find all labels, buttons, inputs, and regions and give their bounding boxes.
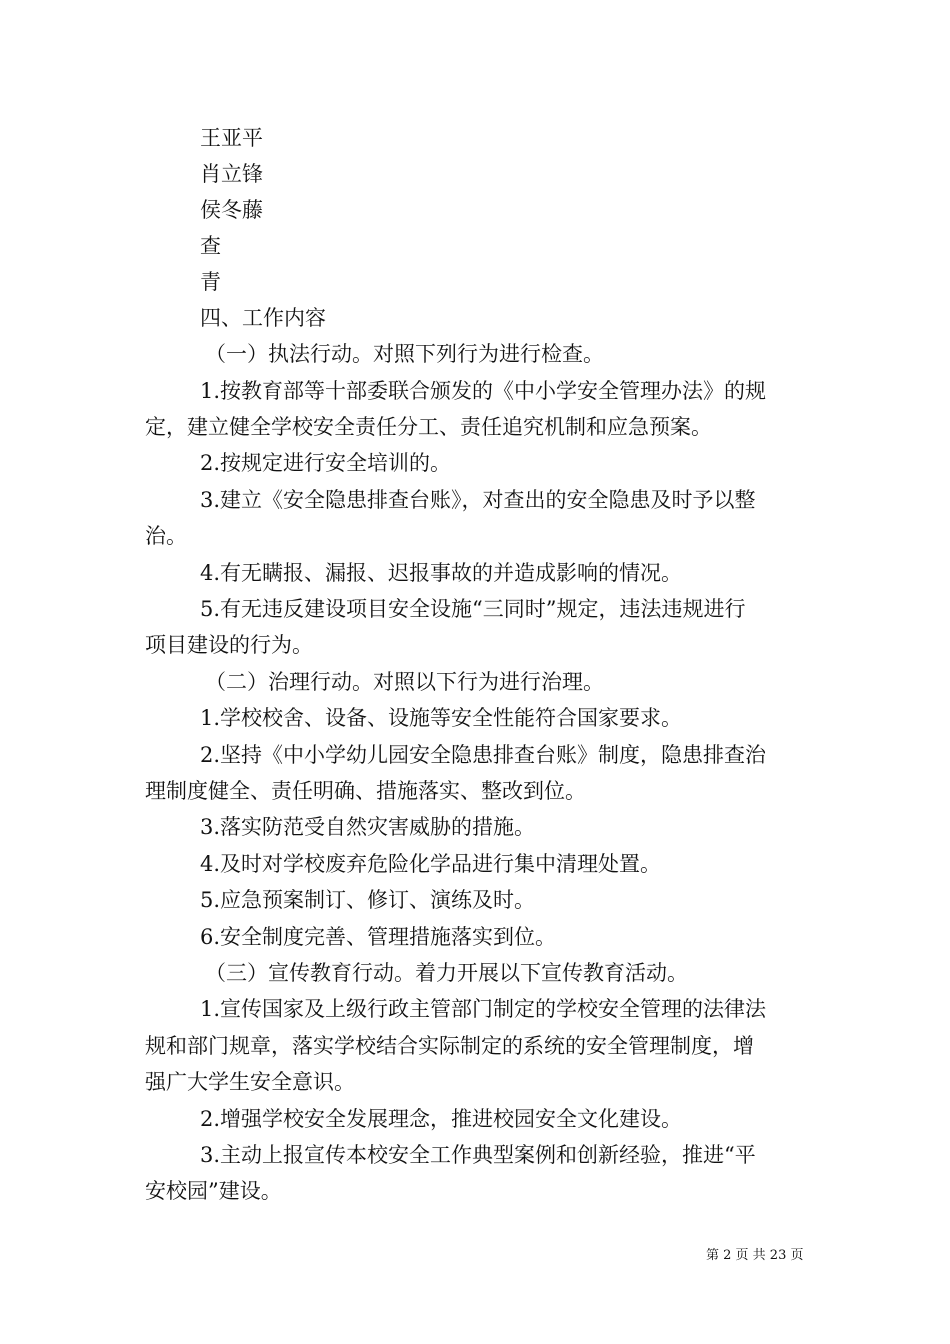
name-line: 青 <box>200 270 221 294</box>
paragraph-line: 5.应急预案制订、修订、演练及时。 <box>200 888 536 912</box>
paragraph-line: 3.建立《安全隐患排查台账》，对查出的安全隐患及时予以整 <box>200 488 756 512</box>
subsection-heading: （二）治理行动。对照以下行为进行治理。 <box>205 670 604 694</box>
paragraph-line: 规和部门规章，落实学校结合实际制定的系统的安全管理制度，增 <box>145 1034 754 1058</box>
paragraph-line: 1.按教育部等十部委联合颁发的《中小学安全管理办法》的规 <box>200 379 767 403</box>
paragraph-line: 安校园”建设。 <box>145 1179 282 1203</box>
paragraph-line: 定，建立健全学校安全责任分工、责任追究机制和应急预案。 <box>145 415 712 439</box>
paragraph-line: 3.主动上报宣传本校安全工作典型案例和创新经验，推进“平 <box>200 1143 756 1167</box>
paragraph-line: 2.增强学校安全发展理念，推进校园安全文化建设。 <box>200 1107 683 1131</box>
paragraph-line: 2.坚持《中小学幼儿园安全隐患排查台账》制度，隐患排查治 <box>200 743 767 767</box>
paragraph-line: 3.落实防范受自然灾害威胁的措施。 <box>200 815 536 839</box>
section-heading: 四、工作内容 <box>200 306 326 330</box>
subsection-heading: （三）宣传教育行动。着力开展以下宣传教育活动。 <box>205 961 688 985</box>
paragraph-line: 理制度健全、责任明确、措施落实、整改到位。 <box>145 779 586 803</box>
paragraph-line: 2.按规定进行安全培训的。 <box>200 451 452 475</box>
name-line: 查 <box>200 234 221 258</box>
paragraph-line: 项目建设的行为。 <box>145 633 313 657</box>
paragraph-line: 6.安全制度完善、管理措施落实到位。 <box>200 925 557 949</box>
name-line: 肖立锋 <box>200 162 263 186</box>
paragraph-line: 强广大学生安全意识。 <box>145 1070 355 1094</box>
paragraph-line: 1.学校校舍、设备、设施等安全性能符合国家要求。 <box>200 706 683 730</box>
paragraph-line: 4.有无瞒报、漏报、迟报事故的并造成影响的情况。 <box>200 561 683 585</box>
paragraph-line: 5.有无违反建设项目安全设施“三同时”规定，违法违规进行 <box>200 597 746 621</box>
paragraph-line: 治。 <box>145 524 187 548</box>
paragraph-line: 1.宣传国家及上级行政主管部门制定的学校安全管理的法律法 <box>200 997 767 1021</box>
subsection-heading: （一）执法行动。对照下列行为进行检查。 <box>205 342 604 366</box>
paragraph-line: 4.及时对学校废弃危险化学品进行集中清理处置。 <box>200 852 662 876</box>
name-line: 王亚平 <box>200 126 263 150</box>
name-line: 侯冬藤 <box>200 198 263 222</box>
page-number-footer: 第 2 页 共 23 页 <box>706 1248 804 1263</box>
